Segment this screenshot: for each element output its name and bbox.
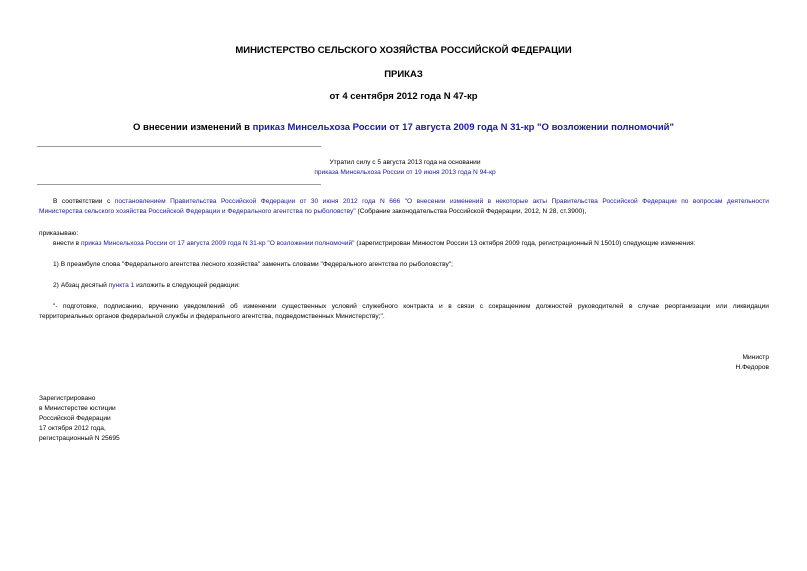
repealing-order-link[interactable]: приказа Минсельхоза России от 19 июня 2013 года N 94-кр <box>314 169 496 176</box>
registration-line-5: регистрационный N 25695 <box>39 435 120 442</box>
government-decree-link-cont[interactable]: Министерства сельского хозяйства Российской Федерации и Федерального агентства по рыболовству" <box>39 208 356 215</box>
new-wording-line-1: "- подготовке, подписанию, вручению уведомлений об изменении существенных условий служебного контракта и в связи с сокращением должностей руководителей в случае реорганизации или ликвидации <box>53 303 769 310</box>
preamble-prefix: В соответствии с <box>53 198 115 205</box>
preamble-line-1 <box>39 197 769 207</box>
preamble-suffix: (Собрание законодательства Российской Федерации, 2012, N 28, ст.3900), <box>355 208 587 215</box>
preamble-paragraph <box>39 197 769 217</box>
government-decree-link[interactable]: постановлением Правительства Российской Федерации от 30 июня 2012 года N 666 "О внесении изменений в некоторые акты Правительства Российской Федерации по вопросам деятельности <box>114 198 769 205</box>
divider-top <box>37 146 321 147</box>
amendment-intro <box>53 239 695 249</box>
amended-order-link[interactable]: приказ Минсельхоза России от 17 августа 2009 года N 31-кр "О возложении полномочий" <box>80 240 355 247</box>
preamble-line-2 <box>39 207 769 217</box>
registration-line-1: Зарегистрировано <box>39 395 96 402</box>
amendment-intro-prefix: внести в <box>53 240 81 247</box>
amendment-item-1: 1) В преамбуле слова "Федерального агентства лесного хозяйства" заменить словами "Федерального агентства по рыболовству"; <box>53 261 453 268</box>
signatory-title: Министр <box>742 354 769 361</box>
clause-1-link[interactable]: пункта 1 <box>108 282 135 289</box>
registration-line-4: 17 октября 2012 года, <box>39 425 106 432</box>
status-note-text: Утратил силу с 5 августа 2013 года на основании <box>329 159 481 166</box>
heading-amended-order-link[interactable]: приказ Минсельхоза России от 17 августа 2009 года N 31-кр "О возложении полномочий" <box>252 122 675 133</box>
registration-line-2: в Министерстве юстиции <box>39 405 116 412</box>
amendment-item-2 <box>53 281 240 291</box>
document-type: ПРИКАЗ <box>384 69 423 80</box>
document-date-number: от 4 сентября 2012 года N 47-кр <box>329 91 478 102</box>
registration-line-3: Российской Федерации <box>39 415 111 422</box>
amendment-intro-suffix: (зарегистрирован Минюстом России 13 октября 2009 года, регистрационный N 15010) следующие изменения: <box>354 240 696 247</box>
new-wording-paragraph <box>39 302 769 322</box>
document-heading <box>0 122 807 134</box>
signatory-name: Н.Федоров <box>735 364 769 371</box>
heading-prefix: О внесении изменений в <box>132 122 253 133</box>
divider-bottom <box>37 184 321 185</box>
orders-word: приказываю: <box>39 230 79 237</box>
new-wording-line-2: территориальных органов федеральной службы и федерального агентства, подведомственных Министерству;". <box>39 313 385 320</box>
item2-prefix: 2) Абзац десятый <box>53 282 109 289</box>
item2-suffix: изложить в следующей редакции: <box>134 282 240 289</box>
status-note-line2 <box>290 168 520 178</box>
ministry-title: МИНИСТЕРСТВО СЕЛЬСКОГО ХОЗЯЙСТВА РОССИЙСКОЙ ФЕДЕРАЦИИ <box>235 45 572 56</box>
